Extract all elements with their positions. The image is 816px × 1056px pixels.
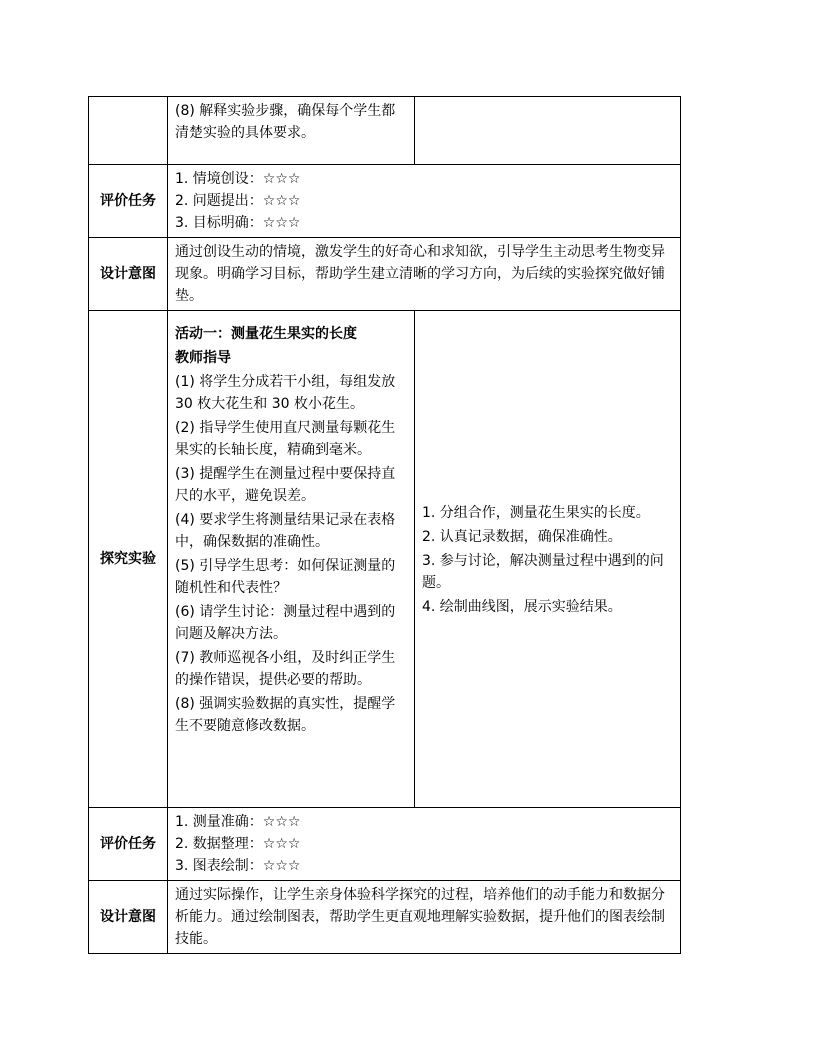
eval-2-item-3: 3. 图表绘制：☆☆☆ <box>175 858 301 874</box>
eval-2-item-2: 2. 数据整理：☆☆☆ <box>175 836 301 852</box>
design-1-cell <box>168 238 681 311</box>
teacher-cell-top <box>168 97 415 165</box>
student-step: 2. 认真记录数据，确保准确性。 <box>422 529 622 545</box>
eval-2-cell <box>168 808 681 881</box>
eval-1-cell <box>168 165 681 238</box>
row-explore <box>89 311 681 808</box>
guide-title: 教师指导 <box>175 350 231 366</box>
row-eval-1 <box>89 165 681 238</box>
row-design-2 <box>89 881 681 954</box>
teacher-step: (7) 教师巡视各小组，及时纠正学生的操作错误，提供必要的帮助。 <box>175 650 396 688</box>
label-eval-1: 评价任务 <box>89 165 168 238</box>
teacher-step: (6) 请学生讨论：测量过程中遇到的问题及解决方法。 <box>175 604 396 642</box>
lesson-plan-table <box>88 96 681 954</box>
student-step: 1. 分组合作，测量花生果实的长度。 <box>422 505 650 521</box>
label-design-2: 设计意图 <box>89 881 168 954</box>
design-2-cell <box>168 881 681 954</box>
label-cell-empty <box>89 97 168 165</box>
eval-2-item-1: 1. 测量准确：☆☆☆ <box>175 814 301 830</box>
label-explore: 探究实验 <box>89 311 168 808</box>
row-eval-2 <box>89 808 681 881</box>
student-activity-cell <box>415 311 681 808</box>
label-design-1: 设计意图 <box>89 238 168 311</box>
eval-1-item-1: 1. 情境创设：☆☆☆ <box>175 171 301 187</box>
eval-1-item-2: 2. 问题提出：☆☆☆ <box>175 193 301 209</box>
student-step: 4. 绘制曲线图，展示实验结果。 <box>422 599 622 615</box>
student-step: 3. 参与讨论，解决测量过程中遇到的问题。 <box>422 553 664 591</box>
row-top-continued <box>89 97 681 165</box>
teacher-step-8: (8) 解释实验步骤，确保每个学生都清楚实验的具体要求。 <box>175 103 396 141</box>
teacher-guidance-cell <box>168 311 415 808</box>
teacher-step: (8) 强调实验数据的真实性，提醒学生不要随意修改数据。 <box>175 696 396 734</box>
teacher-step: (1) 将学生分成若干小组，每组发放 30 枚大花生和 30 枚小花生。 <box>175 374 396 412</box>
teacher-step: (4) 要求学生将测量结果记录在表格中，确保数据的准确性。 <box>175 512 396 550</box>
label-eval-2: 评价任务 <box>89 808 168 881</box>
design-2-text: 通过实际操作，让学生亲身体验科学探究的过程，培养他们的动手能力和数据分析能力。通过绘制图表，帮助学生更直观地理解实验数据，提升他们的图表绘制技能。 <box>175 887 665 947</box>
design-1-text: 通过创设生动的情境，激发学生的好奇心和求知欲，引导学生主动思考生物变异现象。明确学习目标，帮助学生建立清晰的学习方向，为后续的实验探究做好铺垫。 <box>175 244 665 304</box>
student-cell-top <box>415 97 681 165</box>
teacher-step: (3) 提醒学生在测量过程中要保持直尺的水平，避免误差。 <box>175 466 396 504</box>
row-design-1 <box>89 238 681 311</box>
activity-title: 活动一：测量花生果实的长度 <box>175 326 357 342</box>
teacher-step: (2) 指导学生使用直尺测量每颗花生果实的长轴长度，精确到毫米。 <box>175 420 396 458</box>
eval-1-item-3: 3. 目标明确：☆☆☆ <box>175 215 301 231</box>
teacher-step: (5) 引导学生思考：如何保证测量的随机性和代表性？ <box>175 558 396 596</box>
